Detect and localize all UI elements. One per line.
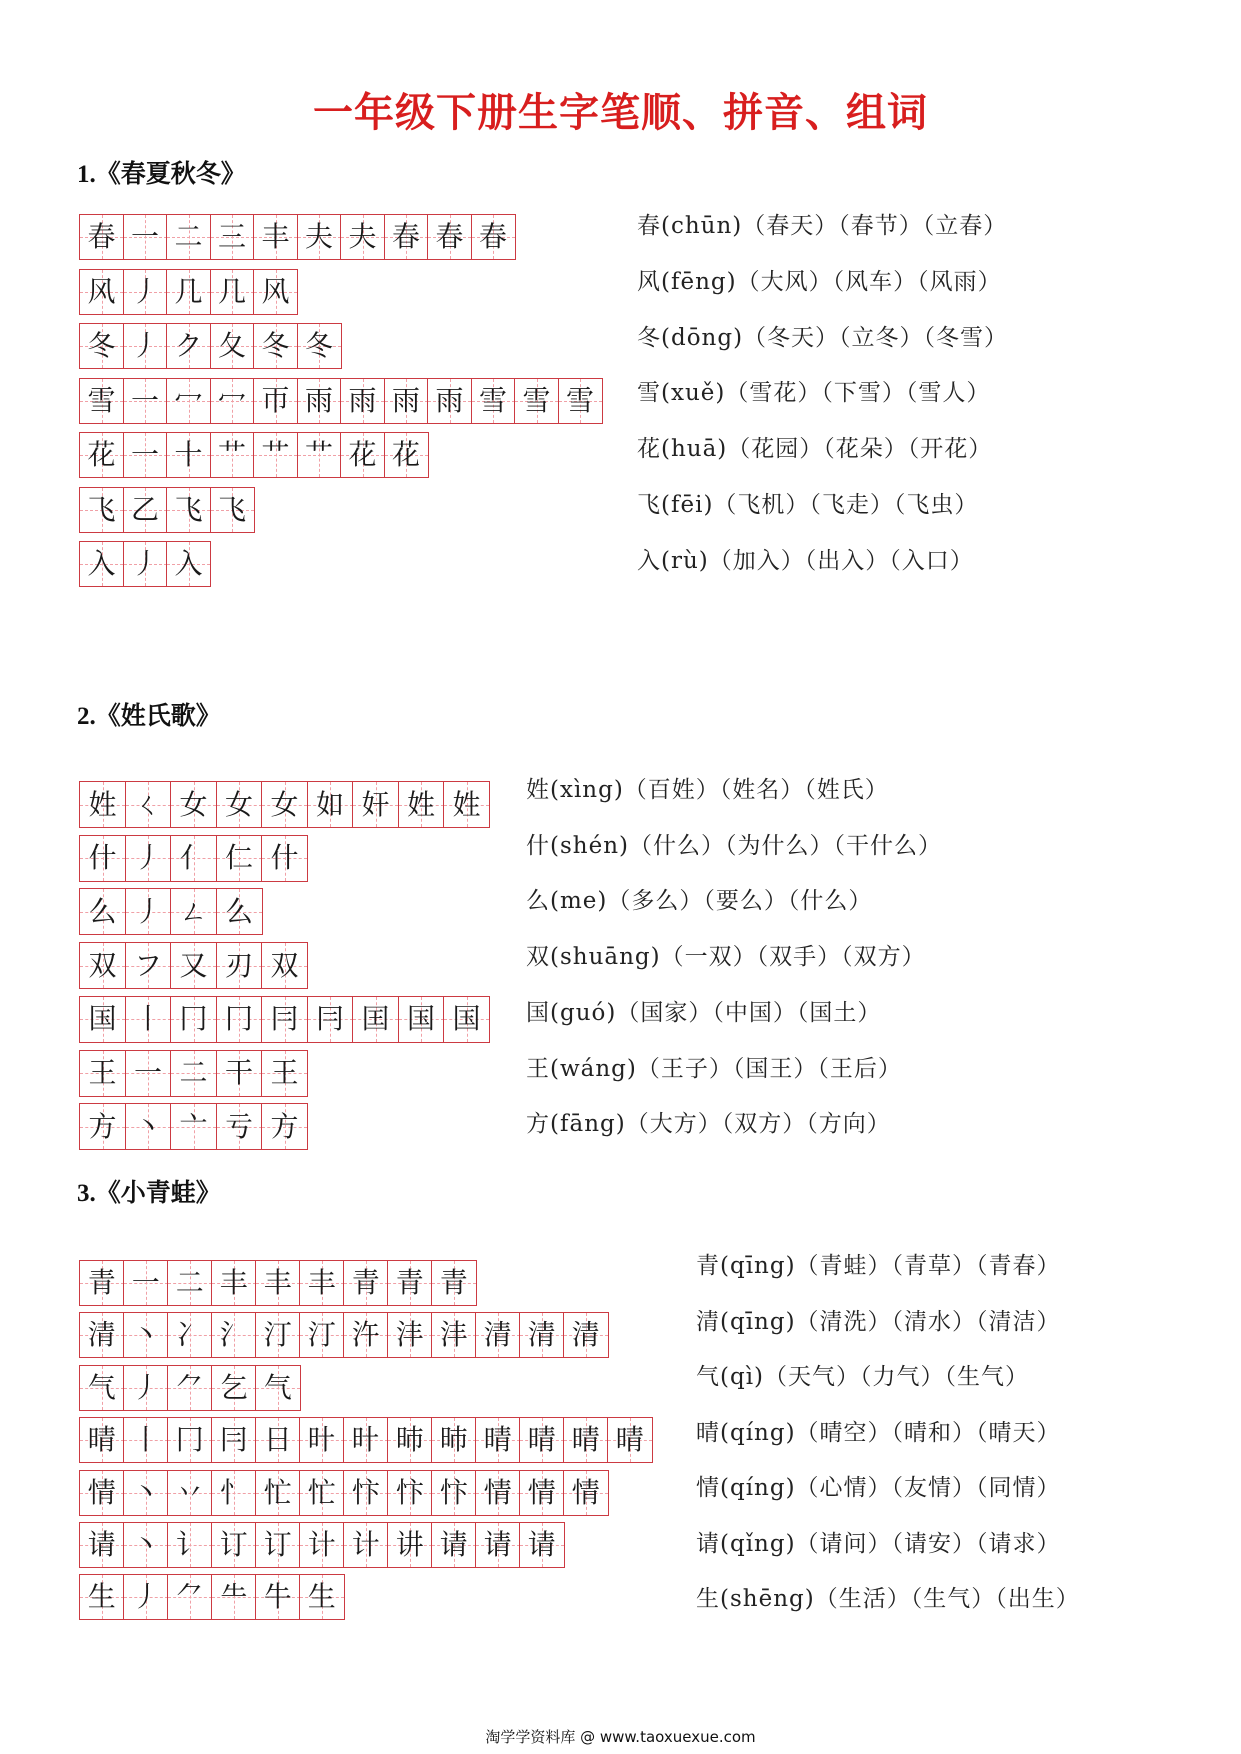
stroke-step-cell: 丰 — [211, 1260, 257, 1306]
stroke-step-cell: 夫 — [340, 214, 385, 260]
main-character-cell: 青 — [79, 1260, 125, 1306]
stroke-step-cell: 亏 — [216, 1103, 263, 1150]
main-character-cell: 生 — [79, 1574, 125, 1620]
main-character-cell: 气 — [79, 1365, 125, 1411]
stroke-order-row — [79, 378, 601, 424]
stroke-step-cell: 订 — [255, 1522, 301, 1568]
section-heading: 2.《姓氏歌》 — [77, 703, 221, 730]
word-entry: 么(me)（多么）（要么）（什么） — [526, 888, 873, 915]
stroke-order-row — [79, 1260, 475, 1306]
stroke-step-cell: 冂 — [170, 996, 217, 1043]
stroke-step-cell: 仁 — [216, 835, 263, 882]
stroke-step-cell: 冬 — [297, 323, 342, 369]
stroke-step-cell: 丰 — [299, 1260, 345, 1306]
main-character-cell: 花 — [79, 432, 124, 478]
word-entry: 冬(dōng)（冬天）（立冬）（冬雪） — [637, 324, 1009, 351]
stroke-step-cell: 姓 — [398, 781, 445, 828]
stroke-step-cell: 花 — [384, 432, 429, 478]
main-character-cell: 请 — [79, 1522, 125, 1568]
stroke-step-cell: 夂 — [210, 323, 255, 369]
stroke-step-cell: 忭 — [431, 1470, 477, 1516]
stroke-step-cell: 如 — [307, 781, 354, 828]
stroke-step-cell: 亠 — [170, 1103, 217, 1150]
stroke-step-cell: 情 — [563, 1470, 609, 1516]
stroke-step-cell: フ — [125, 942, 172, 989]
stroke-order-row — [79, 1365, 299, 1411]
stroke-step-cell: 清 — [475, 1312, 521, 1358]
stroke-step-cell: 囯 — [352, 996, 399, 1043]
stroke-step-cell: 丶 — [125, 1103, 172, 1150]
stroke-order-row — [79, 1050, 307, 1097]
stroke-order-row — [79, 1312, 607, 1358]
stroke-step-cell: 昁 — [387, 1417, 433, 1463]
stroke-step-cell: 十 — [166, 432, 211, 478]
stroke-step-cell: 沣 — [387, 1312, 433, 1358]
stroke-step-cell: 艹 — [297, 432, 342, 478]
stroke-order-row — [79, 1574, 343, 1620]
main-character-cell: 风 — [79, 269, 124, 315]
stroke-step-cell: 春 — [384, 214, 429, 260]
stroke-step-cell: 雪 — [471, 378, 516, 424]
stroke-step-cell: 丿 — [123, 1365, 169, 1411]
main-character-cell: 入 — [79, 541, 124, 587]
word-entry: 国(guó)（国家）（中国）（国土） — [526, 999, 882, 1026]
stroke-step-cell: 丰 — [253, 214, 298, 260]
stroke-step-cell: 干 — [216, 1050, 263, 1097]
main-character-cell: 方 — [79, 1103, 126, 1150]
stroke-step-cell: 二 — [170, 1050, 217, 1097]
stroke-order-row — [79, 214, 514, 260]
stroke-step-cell: 一 — [123, 1260, 169, 1306]
stroke-step-cell: 丷 — [167, 1470, 213, 1516]
word-entry: 入(rù)（加入）（出入）（入口） — [637, 547, 974, 574]
stroke-order-row — [79, 996, 489, 1043]
main-character-cell: 情 — [79, 1470, 125, 1516]
stroke-step-cell: 夫 — [297, 214, 342, 260]
stroke-step-cell: 女 — [261, 781, 308, 828]
stroke-step-cell: 什 — [261, 835, 308, 882]
word-entry: 姓(xìng)（百姓）（姓名）（姓氏） — [526, 777, 889, 803]
stroke-step-cell: 青 — [387, 1260, 433, 1306]
main-character-cell: 清 — [79, 1312, 125, 1358]
stroke-step-cell: 旪 — [343, 1417, 389, 1463]
stroke-step-cell: 忄 — [211, 1470, 257, 1516]
stroke-order-row — [79, 269, 297, 315]
section-heading: 3.《小青蛙》 — [77, 1180, 221, 1207]
stroke-step-cell: 旪 — [299, 1417, 345, 1463]
stroke-step-cell: 冬 — [253, 323, 298, 369]
word-entry: 青(qīng)（青蛙）（青草）（青春） — [696, 1253, 1061, 1279]
stroke-step-cell: 刃 — [216, 942, 263, 989]
stroke-step-cell: 丿 — [125, 835, 172, 882]
stroke-step-cell: 双 — [261, 942, 308, 989]
stroke-step-cell: 丿 — [123, 541, 168, 587]
stroke-step-cell: 艹 — [253, 432, 298, 478]
stroke-step-cell: 订 — [211, 1522, 257, 1568]
stroke-step-cell: 雨 — [384, 378, 429, 424]
stroke-step-cell: 沣 — [431, 1312, 477, 1358]
stroke-order-row — [79, 1470, 607, 1516]
stroke-step-cell: 奸 — [352, 781, 399, 828]
stroke-step-cell: 忭 — [343, 1470, 389, 1516]
stroke-step-cell: ⺧ — [211, 1574, 257, 1620]
stroke-step-cell: 汀 — [299, 1312, 345, 1358]
stroke-order-row — [79, 432, 427, 478]
stroke-order-row — [79, 835, 307, 882]
footer-watermark: 淘学学资料库 @ www.taoxuexue.com — [485, 1728, 756, 1746]
stroke-step-cell: 昁 — [431, 1417, 477, 1463]
stroke-step-cell: 丿 — [123, 269, 168, 315]
stroke-step-cell: 一 — [125, 1050, 172, 1097]
stroke-step-cell: 冖 — [166, 378, 211, 424]
stroke-step-cell: 冃 — [211, 1417, 257, 1463]
stroke-step-cell: 入 — [166, 541, 211, 587]
stroke-step-cell: 乞 — [211, 1365, 257, 1411]
stroke-step-cell: 计 — [343, 1522, 389, 1568]
stroke-step-cell: 生 — [299, 1574, 345, 1620]
stroke-step-cell: 雪 — [558, 378, 603, 424]
stroke-step-cell: 晴 — [519, 1417, 565, 1463]
word-entry: 双(shuāng)（一双）（双手）（双方） — [526, 944, 926, 971]
stroke-step-cell: 又 — [170, 942, 217, 989]
stroke-step-cell: 飞 — [210, 487, 255, 533]
stroke-step-cell: ク — [166, 323, 211, 369]
stroke-step-cell: 丶 — [123, 1312, 169, 1358]
word-entry: 春(chūn)（春天）（春节）（立春） — [637, 213, 1008, 239]
stroke-step-cell: 汀 — [255, 1312, 301, 1358]
stroke-order-row — [79, 1417, 651, 1463]
stroke-order-row — [79, 1522, 563, 1568]
main-character-cell: 姓 — [79, 781, 126, 828]
stroke-step-cell: 二 — [166, 214, 211, 260]
stroke-step-cell: 雨 — [427, 378, 472, 424]
main-character-cell: 双 — [79, 942, 126, 989]
word-entry: 清(qīng)（清洗）（清水）（清洁） — [696, 1308, 1061, 1335]
stroke-step-cell: 清 — [563, 1312, 609, 1358]
stroke-step-cell: 青 — [431, 1260, 477, 1306]
stroke-step-cell: 晴 — [475, 1417, 521, 1463]
stroke-step-cell: 忙 — [299, 1470, 345, 1516]
stroke-step-cell: 风 — [253, 269, 298, 315]
stroke-order-row — [79, 323, 340, 369]
stroke-step-cell: 气 — [255, 1365, 301, 1411]
main-character-cell: 王 — [79, 1050, 126, 1097]
stroke-order-row — [79, 942, 307, 989]
word-entry: 王(wáng)（王子）（国王）（王后） — [526, 1055, 902, 1082]
stroke-step-cell: ⺈ — [167, 1365, 213, 1411]
stroke-step-cell: 丿 — [123, 323, 168, 369]
stroke-step-cell: 雨 — [297, 378, 342, 424]
word-entry: 方(fāng)（大方）（双方）（方向） — [526, 1111, 891, 1138]
stroke-step-cell: 艹 — [210, 432, 255, 478]
stroke-step-cell: 冂 — [167, 1417, 213, 1463]
stroke-step-cell: 青 — [343, 1260, 389, 1306]
stroke-step-cell: 氵 — [211, 1312, 257, 1358]
stroke-step-cell: 清 — [519, 1312, 565, 1358]
stroke-step-cell: 国 — [398, 996, 445, 1043]
main-character-cell: 飞 — [79, 487, 124, 533]
stroke-step-cell: 请 — [475, 1522, 521, 1568]
stroke-step-cell: 请 — [431, 1522, 477, 1568]
word-entry: 飞(fēi)（飞机）（飞走）（飞虫） — [637, 492, 979, 518]
stroke-order-row — [79, 541, 210, 587]
stroke-step-cell: 雨 — [340, 378, 385, 424]
stroke-step-cell: 王 — [261, 1050, 308, 1097]
stroke-step-cell: 一 — [123, 432, 168, 478]
stroke-step-cell: 二 — [167, 1260, 213, 1306]
stroke-step-cell: 情 — [519, 1470, 565, 1516]
main-character-cell: 什 — [79, 835, 126, 882]
stroke-step-cell: 丰 — [255, 1260, 301, 1306]
stroke-step-cell: 国 — [443, 996, 490, 1043]
stroke-step-cell: 一 — [123, 214, 168, 260]
stroke-step-cell: 讲 — [387, 1522, 433, 1568]
stroke-step-cell: 晴 — [563, 1417, 609, 1463]
stroke-step-cell: 三 — [210, 214, 255, 260]
stroke-order-row — [79, 1103, 307, 1150]
word-entry: 什(shén)（什么）（为什么）（干什么） — [526, 832, 942, 859]
main-character-cell: 雪 — [79, 378, 124, 424]
word-entry: 风(fēng)（大风）（风车）（风雨） — [637, 268, 1002, 295]
stroke-order-row — [79, 888, 261, 935]
stroke-step-cell: 帀 — [253, 378, 298, 424]
stroke-step-cell: 情 — [475, 1470, 521, 1516]
stroke-step-cell: 花 — [340, 432, 385, 478]
stroke-step-cell: 女 — [216, 781, 263, 828]
word-entry: 雪(xuě)（雪花）（下雪）（雪人） — [637, 380, 991, 407]
stroke-step-cell: 飞 — [166, 487, 211, 533]
stroke-step-cell: 请 — [519, 1522, 565, 1568]
stroke-order-row — [79, 487, 253, 533]
stroke-step-cell: 忭 — [387, 1470, 433, 1516]
stroke-step-cell: ㄥ — [170, 888, 217, 935]
word-entry: 情(qíng)（心情）（友情）（同情） — [696, 1475, 1061, 1501]
stroke-step-cell: ⺈ — [167, 1574, 213, 1620]
stroke-step-cell: 晴 — [607, 1417, 653, 1463]
stroke-step-cell: ㄑ — [125, 781, 172, 828]
stroke-step-cell: 计 — [299, 1522, 345, 1568]
stroke-step-cell: 女 — [170, 781, 217, 828]
stroke-step-cell: 亻 — [170, 835, 217, 882]
main-character-cell: 冬 — [79, 323, 124, 369]
stroke-step-cell: 丿 — [125, 888, 172, 935]
word-entry: 花(huā)（花园）（花朵）（开花） — [637, 436, 993, 463]
word-entry: 晴(qíng)（晴空）（晴和）（晴天） — [696, 1419, 1061, 1446]
stroke-step-cell: 冫 — [167, 1312, 213, 1358]
stroke-step-cell: 冖 — [210, 378, 255, 424]
stroke-step-cell: 雪 — [514, 378, 559, 424]
stroke-step-cell: 冂 — [216, 996, 263, 1043]
main-character-cell: 春 — [79, 214, 124, 260]
stroke-step-cell: 忙 — [255, 1470, 301, 1516]
main-character-cell: 么 — [79, 888, 126, 935]
word-entry: 生(shēng)（生活）（生气）（出生） — [696, 1586, 1080, 1612]
word-entry: 气(qì)（天气）（力气）（生气） — [696, 1364, 1030, 1390]
stroke-step-cell: 春 — [427, 214, 472, 260]
stroke-step-cell: 丨 — [123, 1417, 169, 1463]
stroke-step-cell: 牛 — [255, 1574, 301, 1620]
main-character-cell: 晴 — [79, 1417, 125, 1463]
stroke-step-cell: 讠 — [167, 1522, 213, 1568]
stroke-step-cell: 丶 — [123, 1470, 169, 1516]
stroke-step-cell: 丨 — [125, 996, 172, 1043]
stroke-step-cell: 乙 — [123, 487, 168, 533]
stroke-step-cell: 冃 — [261, 996, 308, 1043]
stroke-step-cell: 春 — [471, 214, 516, 260]
main-character-cell: 国 — [79, 996, 126, 1043]
stroke-step-cell: 几 — [210, 269, 255, 315]
stroke-step-cell: 冃 — [307, 996, 354, 1043]
stroke-step-cell: 么 — [216, 888, 263, 935]
word-entry: 请(qǐng)（请问）（请安）（请求） — [696, 1530, 1061, 1557]
page-title: 一年级下册生字笔顺、拼音、组词 — [313, 89, 928, 136]
stroke-step-cell: 丶 — [123, 1522, 169, 1568]
stroke-step-cell: 一 — [123, 378, 168, 424]
stroke-step-cell: 汻 — [343, 1312, 389, 1358]
stroke-order-row — [79, 781, 489, 828]
stroke-step-cell: 丿 — [123, 1574, 169, 1620]
stroke-step-cell: 方 — [261, 1103, 308, 1150]
stroke-step-cell: 姓 — [443, 781, 490, 828]
stroke-step-cell: 几 — [166, 269, 211, 315]
stroke-step-cell: 日 — [255, 1417, 301, 1463]
section-heading: 1.《春夏秋冬》 — [77, 161, 246, 188]
